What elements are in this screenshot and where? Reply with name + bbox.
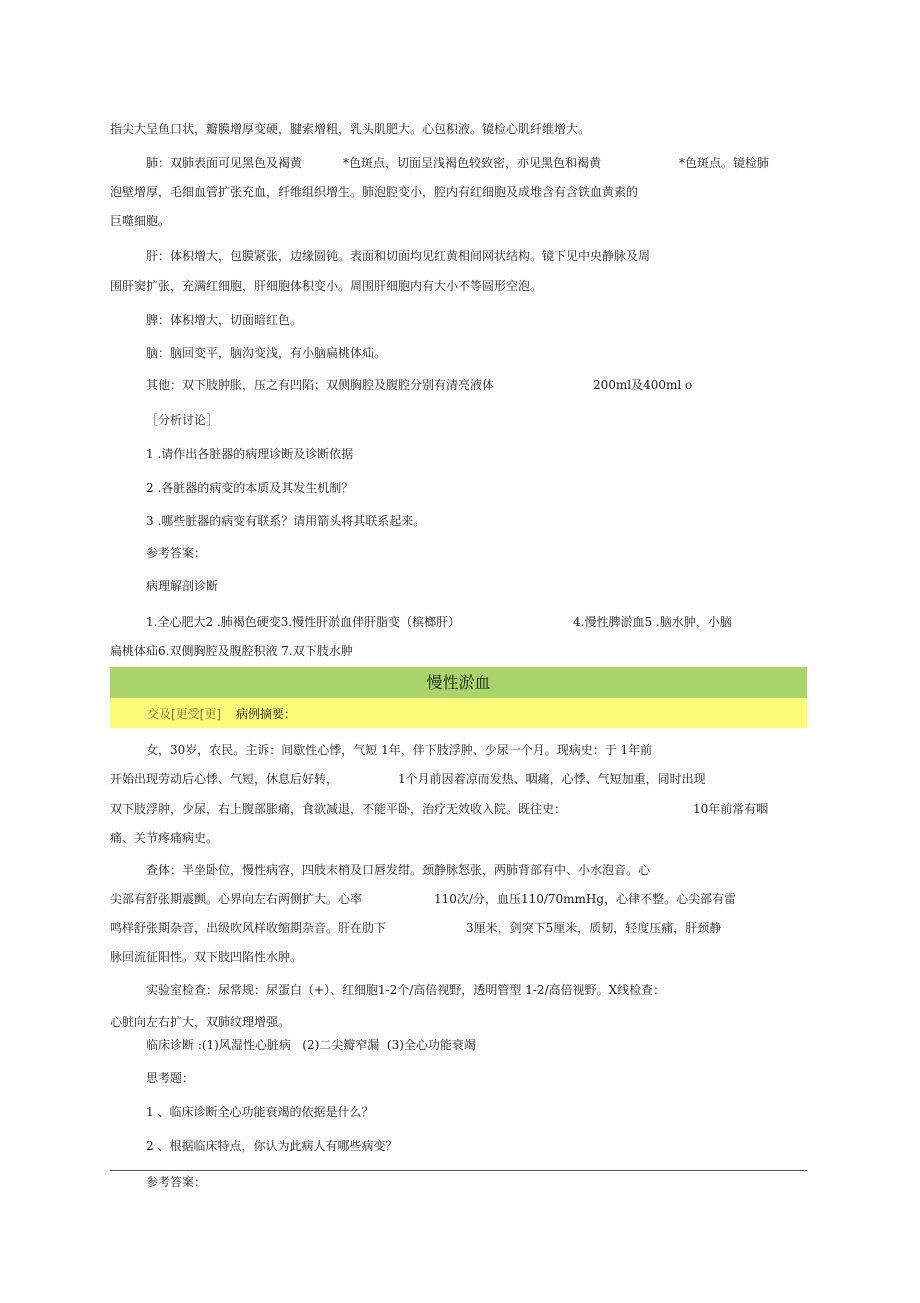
paragraph-spleen: 脾：体积增大，切面暗红色。 (146, 313, 303, 327)
question-2: 2 .各脏器的病变的本质及其发生机制？ (146, 481, 354, 495)
exam-line-3a: 鸣样舒张期杂音，出级吹风样收缩期杂音。肝在肋下 (110, 921, 387, 935)
diagnosis-list-line2: 扁桃体疝6.双侧胸腔及腹腔积液 7.双下肢水肿 (110, 644, 353, 658)
paragraph-liver-line2: 围肝窦扩张，充满红细胞，肝细胞体积变小。周围肝细胞内有大小不等圆形空泡。 (110, 279, 543, 293)
paragraph-liver-line1: 肝：体积增大，包膜紧张，边缘圆钝。表面和切面均见红黄相间网状结构。镜下见中央静脉及周 (146, 249, 651, 263)
reference-answer-label: 参考答案： (146, 546, 207, 560)
exam-line-4: 脉回流征阳性。双下肢凹陷性水肿。 (110, 950, 303, 964)
case-line-4: 痛、关节疼痛病史。 (110, 831, 219, 845)
divider-line (110, 1170, 807, 1171)
question-3: 3 .哪些脏器的病变有联系？请用箭头将其联系起来。 (146, 514, 426, 528)
reference-answer-label-2: 参考答案： (146, 1175, 207, 1189)
exam-line-2a: 尖部有舒张期震颤。心界向左右两侧扩大。心率 (110, 892, 363, 906)
lab-line-1: 实验室检查：尿常规：尿蛋白（+）、红细胞1-2个/高倍视野，透明管型 1-2/高倍视野。X线检查： (146, 983, 666, 997)
paragraph-lung-line3: 巨噬细胞。 (110, 214, 171, 228)
diagnosis-list-part-a: 1.全心肥大2 .肺褐色硬变3.慢性肝淤血伴肝脂变（槟榔肝） (146, 615, 461, 629)
thinking-question-2: 2 、根据临床特点，你认为此病人有哪些病变？ (146, 1139, 398, 1153)
case-line-2b: 1个月前因着凉而发热、咽痛，心悸、气短加重，同时出现 (398, 772, 706, 786)
paragraph-brain: 脑：脑回变平，脑沟变浅，有小脑扁桃体疝。 (146, 346, 387, 360)
question-1: 1 .请作出各脏器的病理诊断及诊断依据 (146, 447, 354, 461)
diagnosis-list-part-b: 4.慢性脾淤血5 .脑水肿，小脑 (573, 615, 732, 629)
pathology-diagnosis-heading: 病理解剖诊断 (146, 579, 219, 593)
section-title-banner (110, 667, 807, 698)
case-summary-label: 病例摘要： (236, 707, 297, 721)
case-summary-prefix: 交及[更受[更] (147, 707, 222, 721)
paragraph-other-part-a: 其他：双下肢肿胀，压之有凹陷；双侧胸腔及腹腔分别有清亮液体 (146, 378, 495, 392)
exam-line-1: 查体：半坐卧位，慢性病容，四肢末梢及口唇发绀。颈静脉怒张，两肺背部有中、小水泡音。心 (146, 863, 651, 877)
lab-line-2: 心脏向左右扩大，双肺纹理增强。 (110, 1015, 291, 1029)
paragraph-lung-part-a: 肺：双肺表面可见黑色及褐黄 (146, 156, 303, 170)
paragraph-lung-line2: 泡壁增厚，毛细血管扩张充血，纤维组织增生。肺泡腔变小，腔内有红细胞及成堆含有含铁血黄素的 (110, 185, 639, 199)
section-heading-analysis: ［分析讨论］ (146, 413, 219, 427)
paragraph-heart-continued: 指尖大呈鱼口状，瓣膜增厚变硬，腱索增粗，乳头肌肥大。心包积液。镜检心肌纤维增大。 (110, 122, 591, 136)
exam-line-2b: 110次/分，血压110/70mmHg，心律不整。心尖部有雷 (434, 892, 737, 906)
case-line-3b: 10年前常有咽 (693, 802, 769, 816)
paragraph-lung-part-b: *色斑点，切面呈浅褐色较致密，亦见黑色和褐黄 (343, 156, 602, 170)
paragraph-lung-part-c: *色斑点。镜检肺 (679, 156, 770, 170)
thinking-questions-heading: 思考题： (146, 1071, 195, 1085)
clinical-diagnosis: 临床诊断 :(1)风湿性心脏病 (2)二尖瓣窄漏 (3)全心功能衰竭 (146, 1038, 476, 1052)
case-line-3a: 双下肢浮肿，少尿，右上腹部胀痛，食欲减退，不能平卧，治疗无效收入院。既往史： (110, 802, 567, 816)
case-line-2a: 开始出现劳动后心悸、气短，休息后好转， (110, 772, 339, 786)
section-title: 慢性淤血 (426, 673, 491, 692)
thinking-question-1: 1 、临床诊断全心功能衰竭的依据是什么？ (146, 1105, 374, 1119)
case-summary-banner (110, 698, 807, 728)
exam-line-3b: 3厘米，剑突下5厘米，质韧，轻度压痛，肝颈静 (466, 921, 722, 935)
case-line-1: 女，30岁，农民。主诉：间歇性心悸，气短 1年，伴下肢浮肿、少尿一个月。现病史：于 1年前 (146, 743, 653, 757)
paragraph-other-part-b: 200ml及400ml o (593, 378, 693, 392)
